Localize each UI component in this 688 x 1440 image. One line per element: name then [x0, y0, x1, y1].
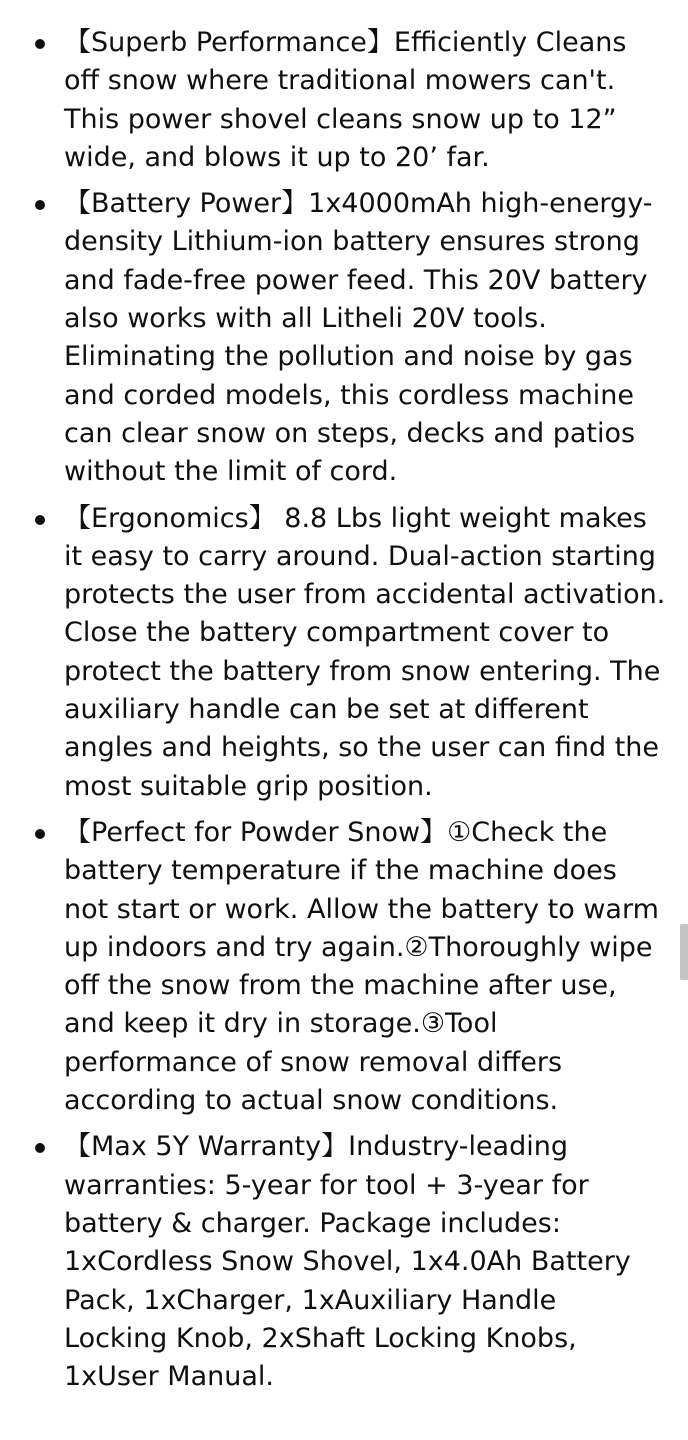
feature-bullet-ergonomics — [64, 500, 666, 806]
feature-bullet-performance — [64, 24, 666, 177]
bullet-icon — [35, 1143, 45, 1153]
feature-bullet-powder-snow — [64, 814, 666, 1120]
bullet-icon — [35, 39, 45, 49]
feature-bullet-battery-power — [64, 185, 666, 491]
bullet-icon — [35, 200, 45, 210]
feature-bullet-warranty — [64, 1128, 666, 1396]
feature-bullet-text: 【Ergonomics】 8.8 Lbs light weight makes it easy to carry around. Dual-action starting protects the user from accidental activation. Close the battery compartment cover to protect the battery from snow entering. The auxiliary handle can be set at different angles and heights, so the user can find the most suitable grip position. — [64, 502, 666, 802]
feature-bullet-text: 【Max 5Y Warranty】Industry-leading warranties: 5-year for tool + 3-year for battery & charger. Package includes: 1xCordless Snow Shovel, 1x4.0Ah Battery Pack, 1xCharger, 1xAuxiliary Handle Locking Knob, 2xShaft Locking Knobs, 1xUser Manual. — [64, 1131, 631, 1393]
feature-bullet-text: 【Battery Power】1x4000mAh high-energy-density Lithium-ion battery ensures strong and fade-free power feed. This 20V battery also works with all Litheli 20V tools. Eliminating the pollution and noise by gas and corded models, this cordless machine can clear snow on steps, decks and patios without the limit of cord. — [64, 188, 653, 488]
bullet-icon — [35, 829, 45, 839]
scrollbar-thumb[interactable] — [680, 924, 688, 980]
feature-bullet-text: 【Perfect for Powder Snow】①Check the battery temperature if the machine does not start or work. Allow the battery to warm up indoors and try again.②Thoroughly wipe off the snow from the machine after use, and keep it dry in storage.③Tool performance of snow removal differs according to actual snow conditions. — [64, 816, 659, 1117]
feature-bullet-text: 【Superb Performance】Efficiently Cleans off snow where traditional mowers can't. This power shovel cleans snow up to 12” wide, and blows it up to 20’ far. — [64, 27, 627, 173]
bullet-icon — [35, 515, 45, 525]
